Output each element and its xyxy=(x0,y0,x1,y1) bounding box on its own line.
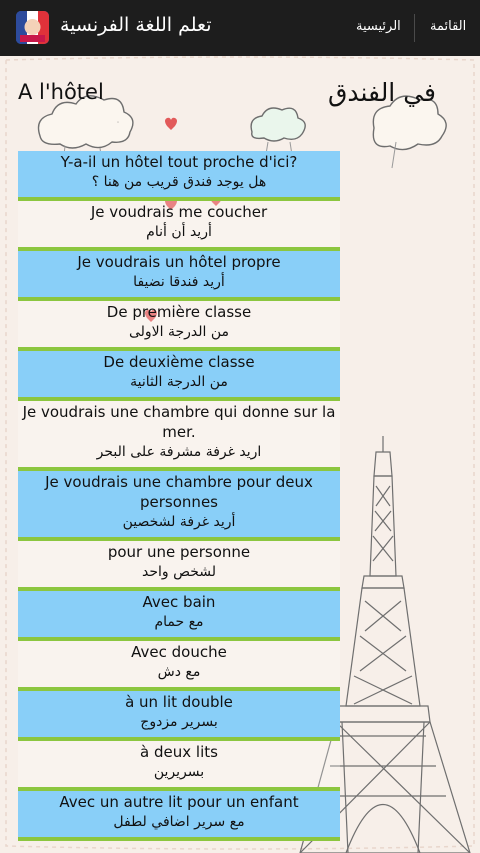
phrase-item[interactable] xyxy=(18,641,340,691)
phrase-item[interactable] xyxy=(18,301,340,351)
phrase-arabic: مع سرير اضافي لطفل xyxy=(113,814,245,830)
phrase-item[interactable] xyxy=(18,351,340,401)
phrase-french: Je voudrais une chambre qui donne sur la mer. xyxy=(22,403,336,441)
phrase-arabic: بسريرين xyxy=(153,764,205,780)
phrase-item[interactable] xyxy=(18,201,340,251)
phrase-arabic: بسرير مزدوج xyxy=(140,714,218,730)
app-logo-icon xyxy=(16,11,49,44)
phrase-list xyxy=(18,151,340,841)
phrase-item[interactable] xyxy=(18,401,340,471)
app-title: تعلم اللغة الفرنسية xyxy=(60,14,212,36)
phrase-french: Je voudrais un hôtel propre xyxy=(77,253,281,271)
cloud-middle-icon xyxy=(251,108,305,141)
phrase-french: à un lit double xyxy=(125,693,233,711)
phrase-french: Avec un autre lit pour un enfant xyxy=(59,793,299,811)
phrase-arabic: مع حمام xyxy=(154,614,204,630)
phrase-french: De deuxième classe xyxy=(103,353,255,371)
phrase-french: Avec bain xyxy=(142,593,216,611)
phrase-french: Je voudrais me coucher xyxy=(90,203,268,221)
phrase-arabic: أريد أن أنام xyxy=(146,224,212,240)
phrase-french: Je voudrais une chambre pour deux personnes xyxy=(45,473,313,511)
menu-divider xyxy=(414,14,415,42)
phrase-item[interactable] xyxy=(18,251,340,301)
phrase-french: Y-a-il un hôtel tout proche d'ici? xyxy=(60,153,298,171)
phrase-item[interactable] xyxy=(18,691,340,741)
phrase-item[interactable] xyxy=(18,471,340,541)
phrase-french: à deux lits xyxy=(140,743,218,761)
phrase-french: pour une personne xyxy=(107,543,251,561)
phrase-item[interactable] xyxy=(18,151,340,201)
home-button[interactable]: الرئيسية xyxy=(356,19,401,34)
phrase-arabic: هل يوجد فندق قريب من هنا ؟ xyxy=(91,174,267,190)
phrase-arabic: مع دش xyxy=(157,664,201,680)
app-bar xyxy=(0,0,480,56)
phrase-item[interactable] xyxy=(18,791,340,841)
phrase-french: De première classe xyxy=(106,303,252,321)
phrase-arabic: أريد غرفة لشخصين xyxy=(122,514,236,530)
page-title-french: A l'hôtel xyxy=(18,80,104,104)
phrase-arabic: لشخص واحد xyxy=(141,564,217,580)
phrase-arabic: اريد غرفة مشرفة على البحر xyxy=(96,444,262,460)
phrase-arabic: أريد فندقا نضيفا xyxy=(133,274,225,290)
phrase-item[interactable] xyxy=(18,541,340,591)
phrase-item[interactable] xyxy=(18,591,340,641)
menu-button[interactable]: القائمة xyxy=(430,19,467,34)
phrase-item[interactable] xyxy=(18,741,340,791)
phrase-arabic: من الدرجة الاولى xyxy=(128,324,230,340)
page-title-arabic: في الفندق xyxy=(327,78,436,107)
phrase-french: Avec douche xyxy=(131,643,227,661)
phrase-arabic: من الدرجة الثانية xyxy=(130,374,228,390)
